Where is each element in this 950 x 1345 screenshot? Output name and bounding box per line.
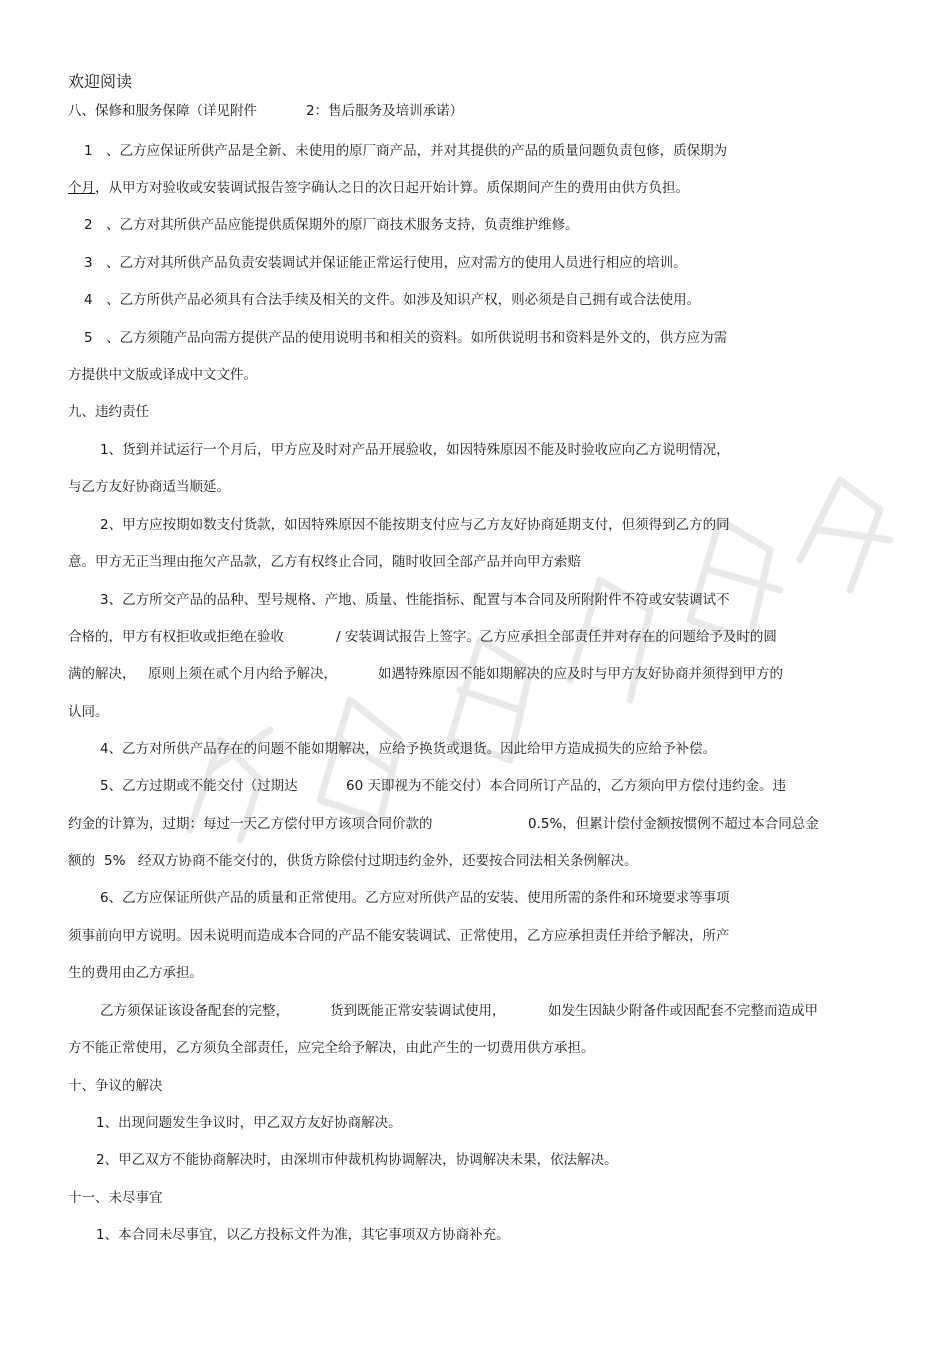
section-9-para-1-line-2: 与乙方友好协商适当顺延。 (68, 479, 230, 495)
section-8-item-1-line-1: 1 、乙方应保证所供产品是全新、未使用的原厂商产品，并对其提供的产品的质量问题负责包修，质保期为 (84, 143, 728, 159)
section-9-para-6-line-3: 生的费用由乙方承担。 (68, 965, 203, 981)
section-9-para-6-line-1: 6、乙方应保证所供产品的质量和正常使用。乙方应对所供产品的安装、使用所需的条件和环境要求等事项 (100, 890, 730, 906)
section-8-item-2: 2 、乙方对其所供产品应能提供质保期外的原厂商技术服务支持，负责维护维修。 (84, 217, 579, 233)
section-8-title: 八、保修和服务保障（详见附件 (68, 103, 257, 119)
section-10-item-1: 1、出现问题发生争议时，甲乙双方友好协商解决。 (96, 1115, 402, 1131)
watermark-image (150, 440, 910, 860)
section-8-item-4: 4 、乙方所供产品必须具有合法手续及相关的文件。如涉及知识产权，则必须是自己拥有或合法使用。 (84, 292, 701, 308)
section-9-para-6-line-2: 须事前向甲方说明。因未说明而造成本合同的产品不能安装调试、正常使用，乙方应承担责任并给予解决，所产 (68, 928, 730, 944)
section-9-title: 九、违约责任 (68, 404, 149, 420)
section-8-item-3: 3 、乙方对其所供产品负责安装调试并保证能正常运行使用，应对需方的使用人员进行相应的培训。 (84, 255, 687, 271)
section-9-para-3-line-2b: / 安装调试报告上签字。乙方应承担全部责任并对存在的问题给予及时的圆 (336, 629, 777, 645)
section-9-para-7-line-1b: 货到既能正常安装调试使用， (330, 1003, 506, 1019)
section-8-title-part2: 2：售后服务及培训承诺） (306, 103, 464, 119)
section-9-para-7-line-1a: 乙方须保证该设备配套的完整， (100, 1003, 289, 1019)
section-9-para-3-line-2a: 合格的，甲方有权拒收或拒绝在验收 (68, 629, 284, 645)
section-9-para-5-line-3a: 额的 (68, 853, 95, 869)
section-9-para-1-line-1: 1、货到并试运行一个月后，甲方应及时对产品开展验收，如因特殊原因不能及时验收应向乙方说明情况， (100, 442, 730, 458)
section-9-para-2-line-2: 意。甲方无正当理由拖欠产品款，乙方有权终止合同，随时收回全部产品并向甲方索赔 (68, 554, 581, 570)
section-9-para-7-line-2: 方不能正常使用，乙方须负全部责任，应完全给予解决，由此产生的一切费用供方承担。 (68, 1040, 595, 1056)
section-10-title: 十、争议的解决 (68, 1078, 163, 1094)
section-9-para-3-line-3b: 原则上须在贰个月内给予解决， (148, 666, 337, 682)
section-11-title: 十一、未尽事宜 (68, 1190, 163, 1206)
section-9-para-7-line-1c: 如发生因缺少附备件或因配套不完整而造成甲 (548, 1003, 818, 1019)
section-9-para-2-line-1: 2、甲方应按期如数支付货款，如因特殊原因不能按期支付应与乙方友好协商延期支付，但须得到乙方的同 (100, 517, 730, 533)
section-9-para-4: 4、乙方对所供产品存在的问题不能如期解决，应给予换货或退货。因此给甲方造成损失的应给予补偿。 (100, 741, 717, 757)
section-9-para-5-line-2a: 约金的计算为，过期：每过一天乙方偿付甲方该项合同价款的 (68, 816, 433, 832)
section-9-para-5-line-2b: 0.5%，但累计偿付金额按惯例不超过本合同总金 (528, 816, 819, 832)
section-9-para-5-line-3c: 经双方协商不能交付的，供货方除偿付过期违约金外，还要按合同法相关条例解决。 (138, 853, 638, 869)
section-11-item-1: 1、本合同未尽事宜，以乙方投标文件为准，其它事项双方协商补充。 (96, 1227, 510, 1243)
section-9-para-5-line-3b: 5% (104, 853, 126, 869)
section-8-item-1-line-2-rest: ，从甲方对验收或安装调试报告签字确认之日的次日起开始计算。质保期间产生的费用由供方负担。 (95, 180, 689, 196)
section-9-para-3-line-4: 认同。 (68, 704, 109, 720)
section-10-item-2: 2、甲乙双方不能协商解决时，由深圳市仲裁机构协调解决，协调解决未果，依法解决。 (96, 1152, 618, 1168)
section-9-para-3-line-3a: 满的解决， (68, 666, 136, 682)
section-8-item-5-line-2: 方提供中文版或译成中文文件。 (68, 367, 257, 383)
section-8-item-1-line-2 (68, 179, 689, 197)
section-8-item-5-line-1: 5 、乙方须随产品向需方提供产品的使用说明书和相关的资料。如所供说明书和资料是外文的，供方应为需 (84, 330, 728, 346)
section-9-para-5-line-1b: 60 天即视为不能交付）本合同所订产品的，乙方须向甲方偿付违约金。违 (346, 778, 786, 794)
section-9-para-3-line-1: 3、乙方所交产品的品种、型号规格、产地、质量、性能指标、配置与本合同及所附附件不符或安装调试不 (100, 592, 730, 608)
section-9-para-3-line-3c: 如遇特殊原因不能如期解决的应及时与甲方友好协商并须得到甲方的 (378, 666, 783, 682)
warranty-months-blank: 个月 (68, 180, 95, 196)
section-9-para-5-line-1a: 5、乙方过期或不能交付（过期达 (100, 778, 298, 794)
welcome-heading: 欢迎阅读 (68, 72, 133, 91)
